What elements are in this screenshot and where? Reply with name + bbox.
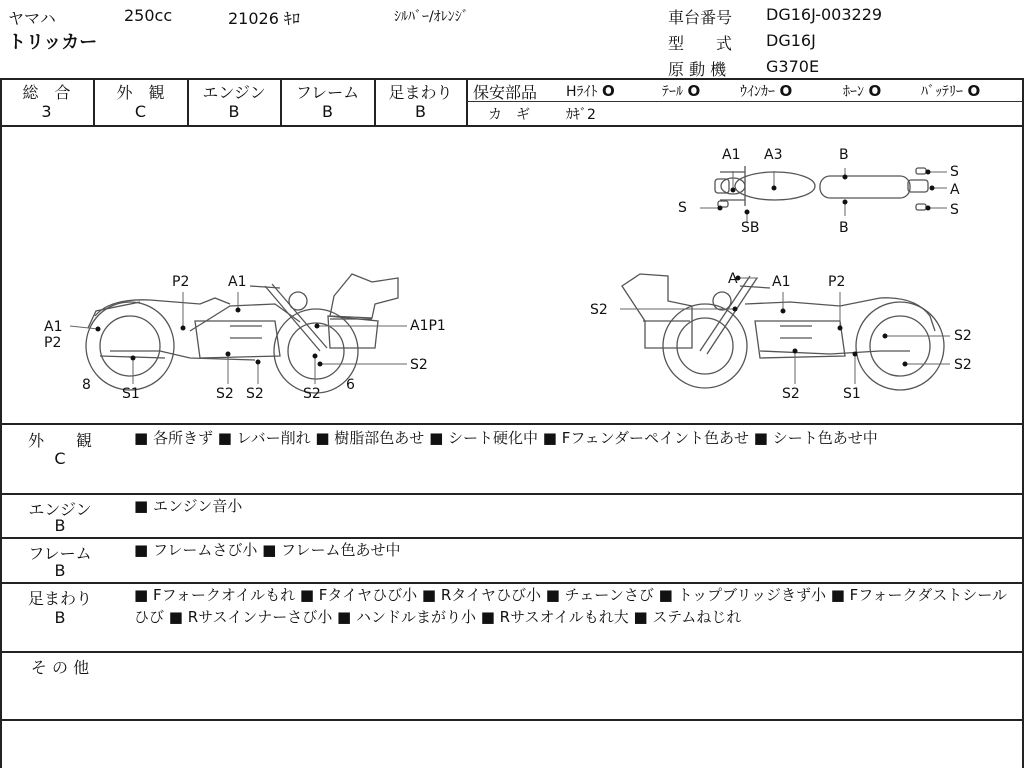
frame-label: フレーム bbox=[295, 83, 360, 102]
divider bbox=[0, 423, 1024, 425]
divider bbox=[467, 101, 1023, 102]
ok-mark-icon: O bbox=[601, 82, 615, 100]
damage-label: S2 bbox=[954, 357, 972, 373]
safety-item-label: ﾎｰﾝ bbox=[843, 84, 864, 100]
frame-no-label: 車台番号 bbox=[668, 8, 733, 27]
damage-label: A1P1 bbox=[410, 318, 446, 334]
detail-exterior-text: ■ 各所きず ■ レバー削れ ■ 樹脂部色あせ ■ シート硬化中 ■ Fフェンダーペイント色あせ ■ シート色あせ中 bbox=[134, 429, 878, 447]
ok-mark-icon: O bbox=[687, 82, 701, 100]
detail-frame-text: ■ フレームさび小 ■ フレーム色あせ中 bbox=[134, 541, 401, 559]
detail-suspension-label: 足まわり bbox=[27, 589, 92, 608]
damage-label: A1 bbox=[772, 274, 791, 290]
ok-mark-icon: O bbox=[868, 82, 882, 100]
safety-item-label: ﾃｰﾙ bbox=[662, 84, 683, 100]
damage-label: SB bbox=[741, 220, 760, 236]
engine-model-value: G370E bbox=[766, 57, 820, 76]
damage-label: P2 bbox=[172, 274, 190, 290]
safety-item-label: ﾊﾞｯﾃﾘｰ bbox=[921, 84, 963, 100]
safety-item-horn bbox=[843, 81, 881, 101]
damage-label: B bbox=[839, 147, 849, 163]
damage-label: 8 bbox=[82, 377, 91, 393]
damage-label: S2 bbox=[246, 386, 264, 402]
detail-other-label: そ の 他 bbox=[30, 658, 90, 677]
detail-exterior-label: 外 観 bbox=[27, 431, 92, 450]
frame-grade: B bbox=[322, 102, 333, 121]
damage-label: S1 bbox=[843, 386, 861, 402]
detail-frame-grade: B bbox=[54, 561, 66, 580]
divider bbox=[0, 651, 1024, 653]
safety-item-tail bbox=[662, 81, 700, 101]
overall-label: 総 合 bbox=[22, 83, 71, 102]
motorcycle-damage-diagram bbox=[0, 126, 1022, 423]
engine-model-label: 原 動 機 bbox=[668, 60, 727, 79]
detail-suspension-grade: B bbox=[54, 608, 66, 627]
damage-label: B bbox=[839, 220, 849, 236]
damage-label: S bbox=[950, 164, 959, 180]
safety-item-headlight bbox=[566, 81, 615, 101]
detail-engine-grade: B bbox=[54, 516, 66, 535]
damage-label: S bbox=[950, 202, 959, 218]
color: ｼﾙﾊﾞｰ/ｵﾚﾝｼﾞ bbox=[394, 9, 469, 25]
ok-mark-icon: O bbox=[779, 82, 793, 100]
type-label: 型 式 bbox=[668, 34, 733, 53]
key-value: ｶｷﾞ2 bbox=[566, 107, 596, 123]
damage-label: S bbox=[678, 200, 687, 216]
damage-points bbox=[96, 170, 935, 367]
exterior-grade: C bbox=[134, 102, 147, 121]
engine-grade: B bbox=[228, 102, 240, 121]
divider bbox=[0, 719, 1024, 721]
top-view-drawing bbox=[715, 166, 928, 210]
mileage: 21026 ｷﾛ bbox=[228, 9, 300, 28]
damage-label: S2 bbox=[782, 386, 800, 402]
damage-label: S2 bbox=[410, 357, 428, 373]
leader-lines bbox=[70, 168, 950, 384]
type-value: DG16J bbox=[766, 31, 816, 50]
overall-grade: 3 bbox=[41, 102, 52, 121]
safety-item-label: ｳｲﾝｶｰ bbox=[740, 84, 775, 100]
detail-suspension-text: ■ Fフォークオイルもれ ■ Fタイヤひび小 ■ Rタイヤひび小 ■ チェーンさび ■ トップブリッジきず小 ■ Fフォークダストシールひび ■ Rサスインナーさび小 ■ ハンドルまがり小 ■ Rサスオイルもれ大 ■ ステムねじれ bbox=[134, 586, 1007, 626]
key-label: カ ギ bbox=[488, 107, 530, 123]
maker: ヤマハ bbox=[8, 9, 56, 28]
detail-exterior-grade: C bbox=[54, 449, 66, 468]
damage-label: A bbox=[728, 271, 738, 287]
right-side-view-drawing bbox=[622, 271, 944, 390]
damage-label: A1 bbox=[722, 147, 741, 163]
damage-label: S2 bbox=[590, 302, 608, 318]
damage-label: A1 bbox=[44, 319, 63, 335]
damage-label: 6 bbox=[346, 377, 355, 393]
damage-label: P2 bbox=[44, 335, 62, 351]
damage-label: S2 bbox=[303, 386, 321, 402]
damage-label: P2 bbox=[828, 274, 846, 290]
safety-item-battery bbox=[921, 81, 980, 101]
damage-label: A3 bbox=[764, 147, 783, 163]
damage-label: A bbox=[950, 182, 960, 198]
displacement: 250cc bbox=[124, 6, 173, 25]
detail-engine-text: ■ エンジン音小 bbox=[134, 497, 243, 515]
suspension-label: 足まわり bbox=[388, 83, 453, 102]
safety-item-label: Hﾗｲﾄ bbox=[566, 84, 598, 100]
damage-label: S1 bbox=[122, 386, 140, 402]
damage-label: S2 bbox=[954, 328, 972, 344]
exterior-label: 外 観 bbox=[116, 83, 165, 102]
ok-mark-icon: O bbox=[967, 82, 981, 100]
detail-engine-label: エンジン bbox=[28, 500, 92, 519]
engine-label: エンジン bbox=[202, 83, 266, 102]
detail-frame-label: フレーム bbox=[28, 544, 92, 563]
safety-item-winker bbox=[740, 81, 792, 101]
suspension-grade: B bbox=[415, 102, 426, 121]
model-name: トリッカー bbox=[8, 32, 98, 53]
damage-label: A1 bbox=[228, 274, 247, 290]
safety-parts-label: 保安部品 bbox=[473, 83, 538, 102]
divider bbox=[466, 78, 468, 126]
damage-label: S2 bbox=[216, 386, 234, 402]
frame-no: DG16J-003229 bbox=[766, 5, 883, 24]
